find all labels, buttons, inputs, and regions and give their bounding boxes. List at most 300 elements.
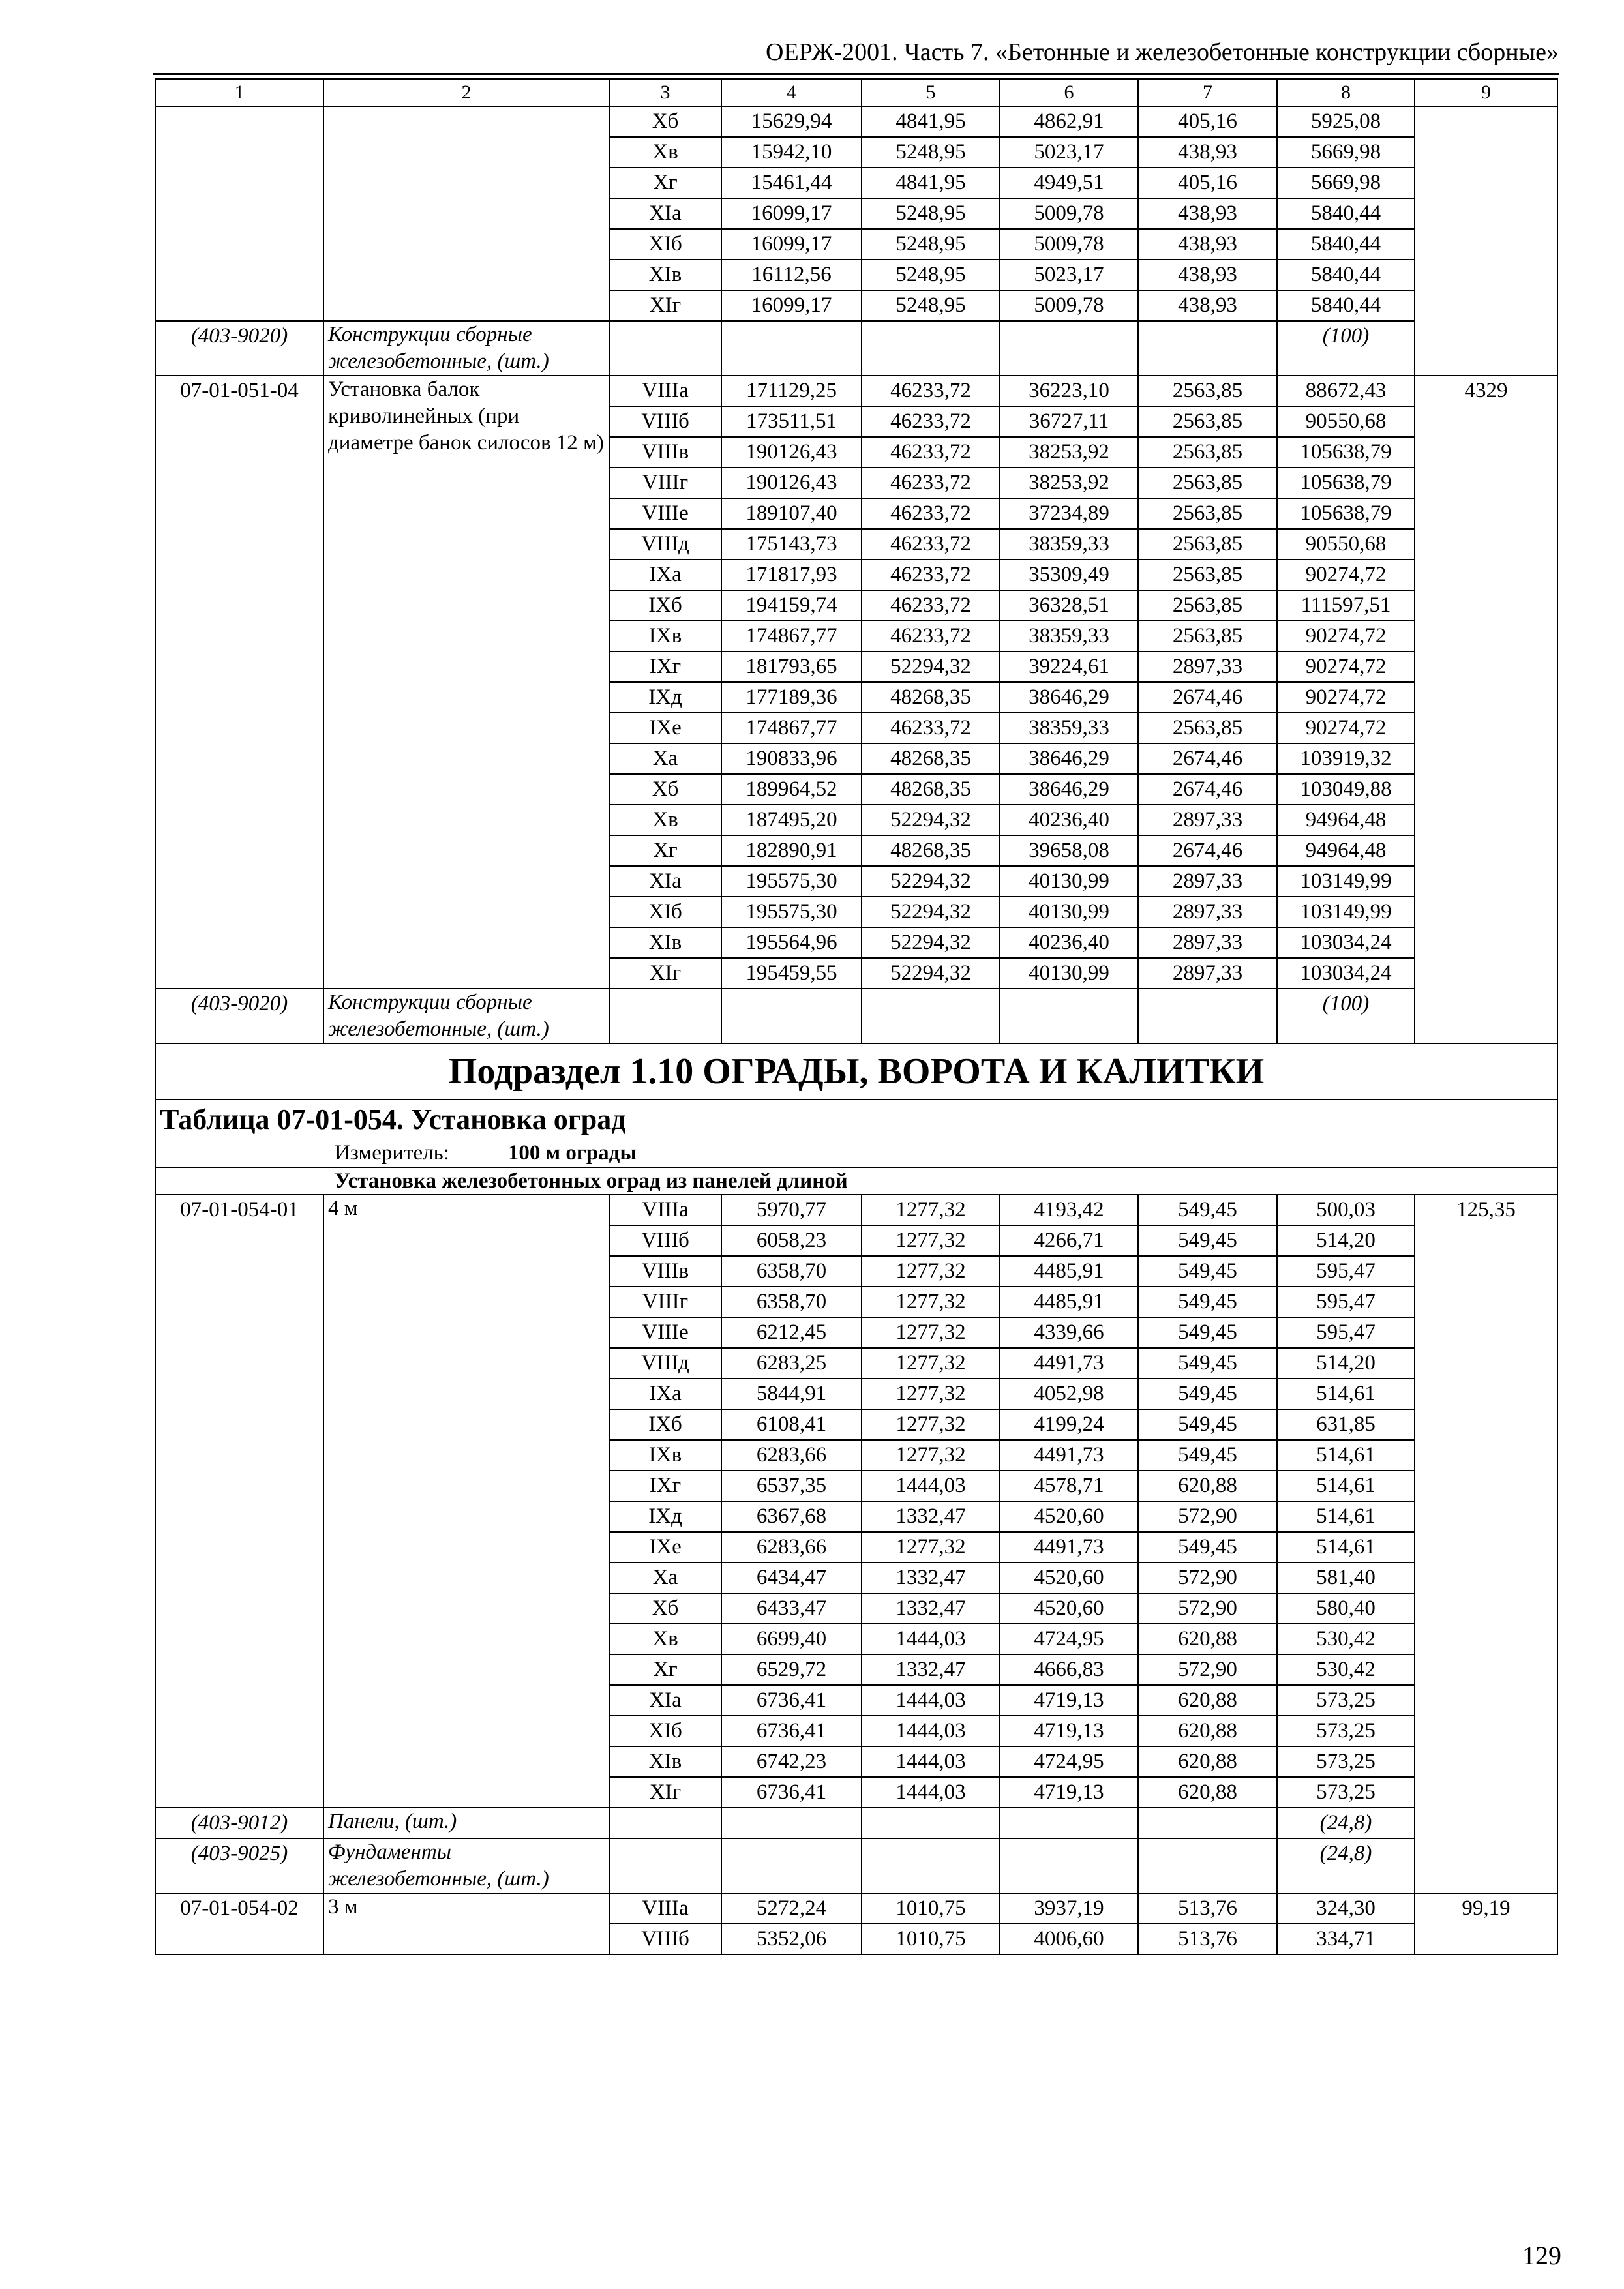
machines-cell: 4949,51	[1000, 168, 1138, 198]
column-number-9: 9	[1415, 79, 1557, 106]
wages-cell: 52294,32	[862, 897, 1000, 927]
subsection-row	[155, 1043, 1557, 1100]
materials-cell: 90274,72	[1277, 621, 1415, 651]
materials-cell: 103034,24	[1277, 927, 1415, 958]
total-cost-cell: 175143,73	[721, 529, 862, 560]
machines-cell: 4578,71	[1000, 1471, 1138, 1501]
machines-cell: 39224,61	[1000, 651, 1138, 682]
total-cost-cell: 16099,17	[721, 198, 862, 229]
page-number: 129	[1522, 2241, 1561, 2270]
price-table	[155, 78, 1558, 1955]
total-cost-cell: 6529,72	[721, 1654, 862, 1685]
materials-cell: 573,25	[1277, 1777, 1415, 1808]
material-code: (403-9025)	[155, 1838, 323, 1893]
material-row	[155, 1808, 1557, 1838]
col9-cell: 125,35	[1415, 1195, 1557, 1893]
materials-cell: 5840,44	[1277, 260, 1415, 290]
total-cost-cell: 6283,66	[721, 1440, 862, 1471]
wages-cell: 5248,95	[862, 229, 1000, 260]
zone-cell: XIa	[609, 198, 721, 229]
column-number-5: 5	[862, 79, 1000, 106]
wages-cell: 1277,32	[862, 1317, 1000, 1348]
machines-cell: 40130,99	[1000, 866, 1138, 897]
total-cost-cell: 190126,43	[721, 437, 862, 468]
total-cost-cell: 190833,96	[721, 743, 862, 774]
zone-cell: XIa	[609, 866, 721, 897]
materials-cell: 90550,68	[1277, 529, 1415, 560]
operator-wages-cell: 549,45	[1138, 1348, 1277, 1379]
operator-wages-cell: 2563,85	[1138, 437, 1277, 468]
operator-wages-cell: 438,93	[1138, 137, 1277, 168]
machines-cell: 4199,24	[1000, 1409, 1138, 1440]
zone-cell: Xг	[609, 1654, 721, 1685]
wages-cell: 46233,72	[862, 621, 1000, 651]
total-cost-cell: 195575,30	[721, 866, 862, 897]
zone-cell: VIIIa	[609, 1195, 721, 1225]
operator-wages-cell: 2563,85	[1138, 560, 1277, 590]
wages-cell: 46233,72	[862, 468, 1000, 498]
empty-cell	[721, 1838, 862, 1893]
total-cost-cell: 16099,17	[721, 290, 862, 321]
operator-wages-cell: 620,88	[1138, 1624, 1277, 1654]
subsection-title: Подраздел 1.10 ОГРАДЫ, ВОРОТА И КАЛИТКИ	[155, 1043, 1557, 1100]
column-number-3: 3	[609, 79, 721, 106]
wages-cell: 1444,03	[862, 1777, 1000, 1808]
machines-cell: 4719,13	[1000, 1716, 1138, 1746]
work-name-cell: 4 м	[323, 1195, 609, 1808]
machines-cell: 4520,60	[1000, 1593, 1138, 1624]
total-cost-cell: 6742,23	[721, 1746, 862, 1777]
materials-cell: 5840,44	[1277, 198, 1415, 229]
column-number-8: 8	[1277, 79, 1415, 106]
total-cost-cell: 189107,40	[721, 498, 862, 529]
total-cost-cell: 194159,74	[721, 590, 862, 621]
materials-cell: 90274,72	[1277, 560, 1415, 590]
code-cell	[155, 106, 323, 321]
machines-cell: 4266,71	[1000, 1225, 1138, 1256]
operator-wages-cell: 549,45	[1138, 1440, 1277, 1471]
materials-cell: 573,25	[1277, 1716, 1415, 1746]
zone-cell: VIIIд	[609, 1348, 721, 1379]
wages-cell: 1277,32	[862, 1287, 1000, 1317]
wages-cell: 5248,95	[862, 137, 1000, 168]
materials-cell: 595,47	[1277, 1317, 1415, 1348]
zone-cell: IXe	[609, 713, 721, 743]
wages-cell: 46233,72	[862, 713, 1000, 743]
materials-cell: 105638,79	[1277, 498, 1415, 529]
materials-cell: 90274,72	[1277, 682, 1415, 713]
materials-cell: 595,47	[1277, 1256, 1415, 1287]
materials-cell: 103034,24	[1277, 958, 1415, 989]
work-name-cell: 3 м	[323, 1893, 609, 1954]
total-cost-cell: 174867,77	[721, 621, 862, 651]
col9-cell	[1415, 106, 1557, 376]
zone-cell: XIв	[609, 260, 721, 290]
operator-wages-cell: 2674,46	[1138, 835, 1277, 866]
column-number-6: 6	[1000, 79, 1138, 106]
machines-cell: 5009,78	[1000, 198, 1138, 229]
materials-cell: 324,30	[1277, 1893, 1415, 1924]
wages-cell: 5248,95	[862, 290, 1000, 321]
operator-wages-cell: 2897,33	[1138, 866, 1277, 897]
operator-wages-cell: 438,93	[1138, 260, 1277, 290]
total-cost-cell: 181793,65	[721, 651, 862, 682]
wages-cell: 1444,03	[862, 1624, 1000, 1654]
machines-cell: 5023,17	[1000, 260, 1138, 290]
materials-cell: 5925,08	[1277, 106, 1415, 137]
empty-cell	[1000, 989, 1138, 1043]
operator-wages-cell: 2674,46	[1138, 743, 1277, 774]
total-cost-cell: 189964,52	[721, 774, 862, 805]
total-cost-cell: 16112,56	[721, 260, 862, 290]
material-qty: (24,8)	[1277, 1808, 1415, 1838]
total-cost-cell: 6058,23	[721, 1225, 862, 1256]
wages-cell: 5248,95	[862, 260, 1000, 290]
materials-cell: 514,20	[1277, 1348, 1415, 1379]
material-name: Фундаменты железобетонные, (шт.)	[323, 1838, 609, 1893]
operator-wages-cell: 405,16	[1138, 168, 1277, 198]
wages-cell: 46233,72	[862, 560, 1000, 590]
zone-cell: VIIIв	[609, 1256, 721, 1287]
operator-wages-cell: 549,45	[1138, 1532, 1277, 1563]
code-cell: 07-01-054-01	[155, 1195, 323, 1808]
machines-cell: 4491,73	[1000, 1348, 1138, 1379]
materials-cell: 530,42	[1277, 1624, 1415, 1654]
wages-cell: 1277,32	[862, 1379, 1000, 1409]
empty-cell	[1138, 1838, 1277, 1893]
operator-wages-cell: 2674,46	[1138, 774, 1277, 805]
materials-cell: 111597,51	[1277, 590, 1415, 621]
total-cost-cell: 6434,47	[721, 1563, 862, 1593]
zone-cell: IXв	[609, 621, 721, 651]
machines-cell: 4520,60	[1000, 1501, 1138, 1532]
operator-wages-cell: 549,45	[1138, 1195, 1277, 1225]
zone-cell: VIIIв	[609, 437, 721, 468]
machines-cell: 4485,91	[1000, 1256, 1138, 1287]
wages-cell: 48268,35	[862, 835, 1000, 866]
operator-wages-cell: 572,90	[1138, 1563, 1277, 1593]
operator-wages-cell: 549,45	[1138, 1379, 1277, 1409]
wages-cell: 1444,03	[862, 1716, 1000, 1746]
column-number-1: 1	[155, 79, 323, 106]
zone-cell: Xг	[609, 835, 721, 866]
table-title-block	[155, 1100, 1557, 1167]
empty-cell	[1138, 321, 1277, 376]
total-cost-cell: 182890,91	[721, 835, 862, 866]
operator-wages-cell: 2563,85	[1138, 468, 1277, 498]
total-cost-cell: 6283,25	[721, 1348, 862, 1379]
materials-cell: 580,40	[1277, 1593, 1415, 1624]
machines-cell: 40236,40	[1000, 927, 1138, 958]
materials-cell: 90550,68	[1277, 406, 1415, 437]
materials-cell: 90274,72	[1277, 651, 1415, 682]
materials-cell: 573,25	[1277, 1685, 1415, 1716]
section-title: Установка железобетонных оград из панелей длиной	[155, 1167, 1557, 1195]
machines-cell: 36727,11	[1000, 406, 1138, 437]
machines-cell: 5009,78	[1000, 290, 1138, 321]
running-header: ОЕРЖ-2001. Часть 7. «Бетонные и железобетонные конструкции сборные»	[766, 38, 1559, 66]
total-cost-cell: 195459,55	[721, 958, 862, 989]
operator-wages-cell: 620,88	[1138, 1471, 1277, 1501]
rate-row	[155, 376, 1557, 406]
zone-cell: IXд	[609, 1501, 721, 1532]
machines-cell: 38646,29	[1000, 682, 1138, 713]
column-number-7: 7	[1138, 79, 1277, 106]
operator-wages-cell: 2563,85	[1138, 406, 1277, 437]
operator-wages-cell: 2897,33	[1138, 897, 1277, 927]
materials-cell: 88672,43	[1277, 376, 1415, 406]
machines-cell: 38359,33	[1000, 529, 1138, 560]
total-cost-cell: 5272,24	[721, 1893, 862, 1924]
materials-cell: 514,61	[1277, 1532, 1415, 1563]
wages-cell: 48268,35	[862, 682, 1000, 713]
material-qty: (100)	[1277, 989, 1415, 1043]
wages-cell: 46233,72	[862, 437, 1000, 468]
wages-cell: 1277,32	[862, 1532, 1000, 1563]
zone-cell: IXг	[609, 651, 721, 682]
zone-cell: Xб	[609, 774, 721, 805]
wages-cell: 46233,72	[862, 376, 1000, 406]
machines-cell: 38359,33	[1000, 713, 1138, 743]
material-name: Конструкции сборные железобетонные, (шт.)	[323, 989, 609, 1043]
empty-cell	[862, 321, 1000, 376]
total-cost-cell: 6537,35	[721, 1471, 862, 1501]
zone-cell: XIв	[609, 1746, 721, 1777]
wages-cell: 52294,32	[862, 805, 1000, 835]
operator-wages-cell: 572,90	[1138, 1501, 1277, 1532]
operator-wages-cell: 438,93	[1138, 290, 1277, 321]
machines-cell: 4719,13	[1000, 1777, 1138, 1808]
operator-wages-cell: 513,76	[1138, 1893, 1277, 1924]
materials-cell: 334,71	[1277, 1924, 1415, 1954]
total-cost-cell: 6736,41	[721, 1716, 862, 1746]
materials-cell: 500,03	[1277, 1195, 1415, 1225]
zone-cell: IXб	[609, 1409, 721, 1440]
zone-cell: VIIIa	[609, 376, 721, 406]
machines-cell: 4339,66	[1000, 1317, 1138, 1348]
total-cost-cell: 6358,70	[721, 1256, 862, 1287]
empty-cell	[721, 321, 862, 376]
total-cost-cell: 15461,44	[721, 168, 862, 198]
material-qty: (100)	[1277, 321, 1415, 376]
wages-cell: 52294,32	[862, 651, 1000, 682]
wages-cell: 1444,03	[862, 1746, 1000, 1777]
code-cell: 07-01-054-02	[155, 1893, 323, 1954]
zone-cell: IXв	[609, 1440, 721, 1471]
operator-wages-cell: 620,88	[1138, 1777, 1277, 1808]
empty-cell	[1000, 321, 1138, 376]
empty-cell	[862, 1808, 1000, 1838]
total-cost-cell: 190126,43	[721, 468, 862, 498]
materials-cell: 5669,98	[1277, 137, 1415, 168]
operator-wages-cell: 2674,46	[1138, 682, 1277, 713]
total-cost-cell: 6108,41	[721, 1409, 862, 1440]
zone-cell: VIIIa	[609, 1893, 721, 1924]
operator-wages-cell: 572,90	[1138, 1593, 1277, 1624]
material-qty: (24,8)	[1277, 1838, 1415, 1893]
material-row	[155, 1838, 1557, 1893]
wages-cell: 1010,75	[862, 1893, 1000, 1924]
materials-cell: 105638,79	[1277, 468, 1415, 498]
total-cost-cell: 15942,10	[721, 137, 862, 168]
zone-cell: Xб	[609, 1593, 721, 1624]
wages-cell: 1332,47	[862, 1593, 1000, 1624]
zone-cell: VIIIб	[609, 1924, 721, 1954]
materials-cell: 90274,72	[1277, 713, 1415, 743]
table-title-row	[155, 1100, 1557, 1167]
zone-cell: Xг	[609, 168, 721, 198]
zone-cell: IXa	[609, 560, 721, 590]
total-cost-cell: 6736,41	[721, 1685, 862, 1716]
machines-cell: 5023,17	[1000, 137, 1138, 168]
unit-line	[160, 1139, 1553, 1167]
wages-cell: 48268,35	[862, 743, 1000, 774]
empty-cell	[862, 1838, 1000, 1893]
total-cost-cell: 6699,40	[721, 1624, 862, 1654]
materials-cell: 514,61	[1277, 1379, 1415, 1409]
operator-wages-cell: 2563,85	[1138, 498, 1277, 529]
empty-cell	[609, 1808, 721, 1838]
machines-cell: 40236,40	[1000, 805, 1138, 835]
zone-cell: IXг	[609, 1471, 721, 1501]
operator-wages-cell: 2563,85	[1138, 713, 1277, 743]
wages-cell: 1277,32	[862, 1256, 1000, 1287]
table-title: Таблица 07-01-054. Установка оград	[160, 1103, 626, 1135]
operator-wages-cell: 620,88	[1138, 1746, 1277, 1777]
zone-cell: VIIIг	[609, 1287, 721, 1317]
materials-cell: 581,40	[1277, 1563, 1415, 1593]
wages-cell: 46233,72	[862, 590, 1000, 621]
column-number-2: 2	[323, 79, 609, 106]
wages-cell: 4841,95	[862, 168, 1000, 198]
machines-cell: 4193,42	[1000, 1195, 1138, 1225]
wages-cell: 48268,35	[862, 774, 1000, 805]
operator-wages-cell: 2897,33	[1138, 927, 1277, 958]
zone-cell: IXб	[609, 590, 721, 621]
operator-wages-cell: 620,88	[1138, 1716, 1277, 1746]
total-cost-cell: 171129,25	[721, 376, 862, 406]
total-cost-cell: 6736,41	[721, 1777, 862, 1808]
machines-cell: 38646,29	[1000, 743, 1138, 774]
zone-cell: Xв	[609, 137, 721, 168]
machines-cell: 4485,91	[1000, 1287, 1138, 1317]
total-cost-cell: 5352,06	[721, 1924, 862, 1954]
wages-cell: 46233,72	[862, 498, 1000, 529]
materials-cell: 514,61	[1277, 1501, 1415, 1532]
rate-row	[155, 1195, 1557, 1225]
wages-cell: 46233,72	[862, 406, 1000, 437]
zone-cell: XIв	[609, 927, 721, 958]
operator-wages-cell: 2563,85	[1138, 376, 1277, 406]
materials-cell: 514,61	[1277, 1471, 1415, 1501]
zone-cell: XIг	[609, 958, 721, 989]
wages-cell: 1444,03	[862, 1685, 1000, 1716]
materials-cell: 514,20	[1277, 1225, 1415, 1256]
operator-wages-cell: 549,45	[1138, 1287, 1277, 1317]
materials-cell: 5669,98	[1277, 168, 1415, 198]
zone-cell: VIIIe	[609, 498, 721, 529]
machines-cell: 36328,51	[1000, 590, 1138, 621]
operator-wages-cell: 2897,33	[1138, 958, 1277, 989]
materials-cell: 573,25	[1277, 1746, 1415, 1777]
machines-cell: 4666,83	[1000, 1654, 1138, 1685]
wages-cell: 1277,32	[862, 1225, 1000, 1256]
work-name-cell: Установка балок криволинейных (при диаметре банок силосов 12 м)	[323, 376, 609, 989]
operator-wages-cell: 2563,85	[1138, 529, 1277, 560]
total-cost-cell: 16099,17	[721, 229, 862, 260]
col9-cell: 4329	[1415, 376, 1557, 1043]
material-code: (403-9012)	[155, 1808, 323, 1838]
empty-cell	[609, 1838, 721, 1893]
total-cost-cell: 5844,91	[721, 1379, 862, 1409]
total-cost-cell: 171817,93	[721, 560, 862, 590]
total-cost-cell: 6212,45	[721, 1317, 862, 1348]
empty-cell	[609, 989, 721, 1043]
zone-cell: VIIIб	[609, 406, 721, 437]
material-row	[155, 321, 1557, 376]
operator-wages-cell: 549,45	[1138, 1225, 1277, 1256]
zone-cell: XIг	[609, 1777, 721, 1808]
code-cell: 07-01-051-04	[155, 376, 323, 989]
total-cost-cell: 195564,96	[721, 927, 862, 958]
empty-cell	[1000, 1808, 1138, 1838]
machines-cell: 4724,95	[1000, 1624, 1138, 1654]
operator-wages-cell: 572,90	[1138, 1654, 1277, 1685]
machines-cell: 35309,49	[1000, 560, 1138, 590]
materials-cell: 105638,79	[1277, 437, 1415, 468]
col9-cell: 99,19	[1415, 1893, 1557, 1954]
zone-cell: IXe	[609, 1532, 721, 1563]
machines-cell: 5009,78	[1000, 229, 1138, 260]
operator-wages-cell: 2563,85	[1138, 621, 1277, 651]
material-name: Панели, (шт.)	[323, 1808, 609, 1838]
total-cost-cell: 15629,94	[721, 106, 862, 137]
material-code: (403-9020)	[155, 321, 323, 376]
operator-wages-cell: 549,45	[1138, 1409, 1277, 1440]
wages-cell: 52294,32	[862, 927, 1000, 958]
total-cost-cell: 174867,77	[721, 713, 862, 743]
work-name-cell	[323, 106, 609, 321]
unit-value: 100 м ограды	[507, 1141, 637, 1165]
wages-cell: 1332,47	[862, 1501, 1000, 1532]
empty-cell	[1138, 1808, 1277, 1838]
materials-cell: 103919,32	[1277, 743, 1415, 774]
empty-cell	[1138, 989, 1277, 1043]
materials-cell: 103049,88	[1277, 774, 1415, 805]
machines-cell: 38359,33	[1000, 621, 1138, 651]
operator-wages-cell: 549,45	[1138, 1317, 1277, 1348]
zone-cell: XIб	[609, 897, 721, 927]
machines-cell: 4491,73	[1000, 1532, 1138, 1563]
rate-row	[155, 106, 1557, 137]
machines-cell: 4052,98	[1000, 1379, 1138, 1409]
machines-cell: 4520,60	[1000, 1563, 1138, 1593]
total-cost-cell: 6433,47	[721, 1593, 862, 1624]
zone-cell: VIIIe	[609, 1317, 721, 1348]
materials-cell: 514,61	[1277, 1440, 1415, 1471]
wages-cell: 1277,32	[862, 1440, 1000, 1471]
total-cost-cell: 6367,68	[721, 1501, 862, 1532]
materials-cell: 595,47	[1277, 1287, 1415, 1317]
total-cost-cell: 5970,77	[721, 1195, 862, 1225]
section-row	[155, 1167, 1557, 1195]
materials-cell: 94964,48	[1277, 805, 1415, 835]
total-cost-cell: 195575,30	[721, 897, 862, 927]
materials-cell: 631,85	[1277, 1409, 1415, 1440]
zone-cell: XIa	[609, 1685, 721, 1716]
total-cost-cell: 6358,70	[721, 1287, 862, 1317]
materials-cell: 530,42	[1277, 1654, 1415, 1685]
